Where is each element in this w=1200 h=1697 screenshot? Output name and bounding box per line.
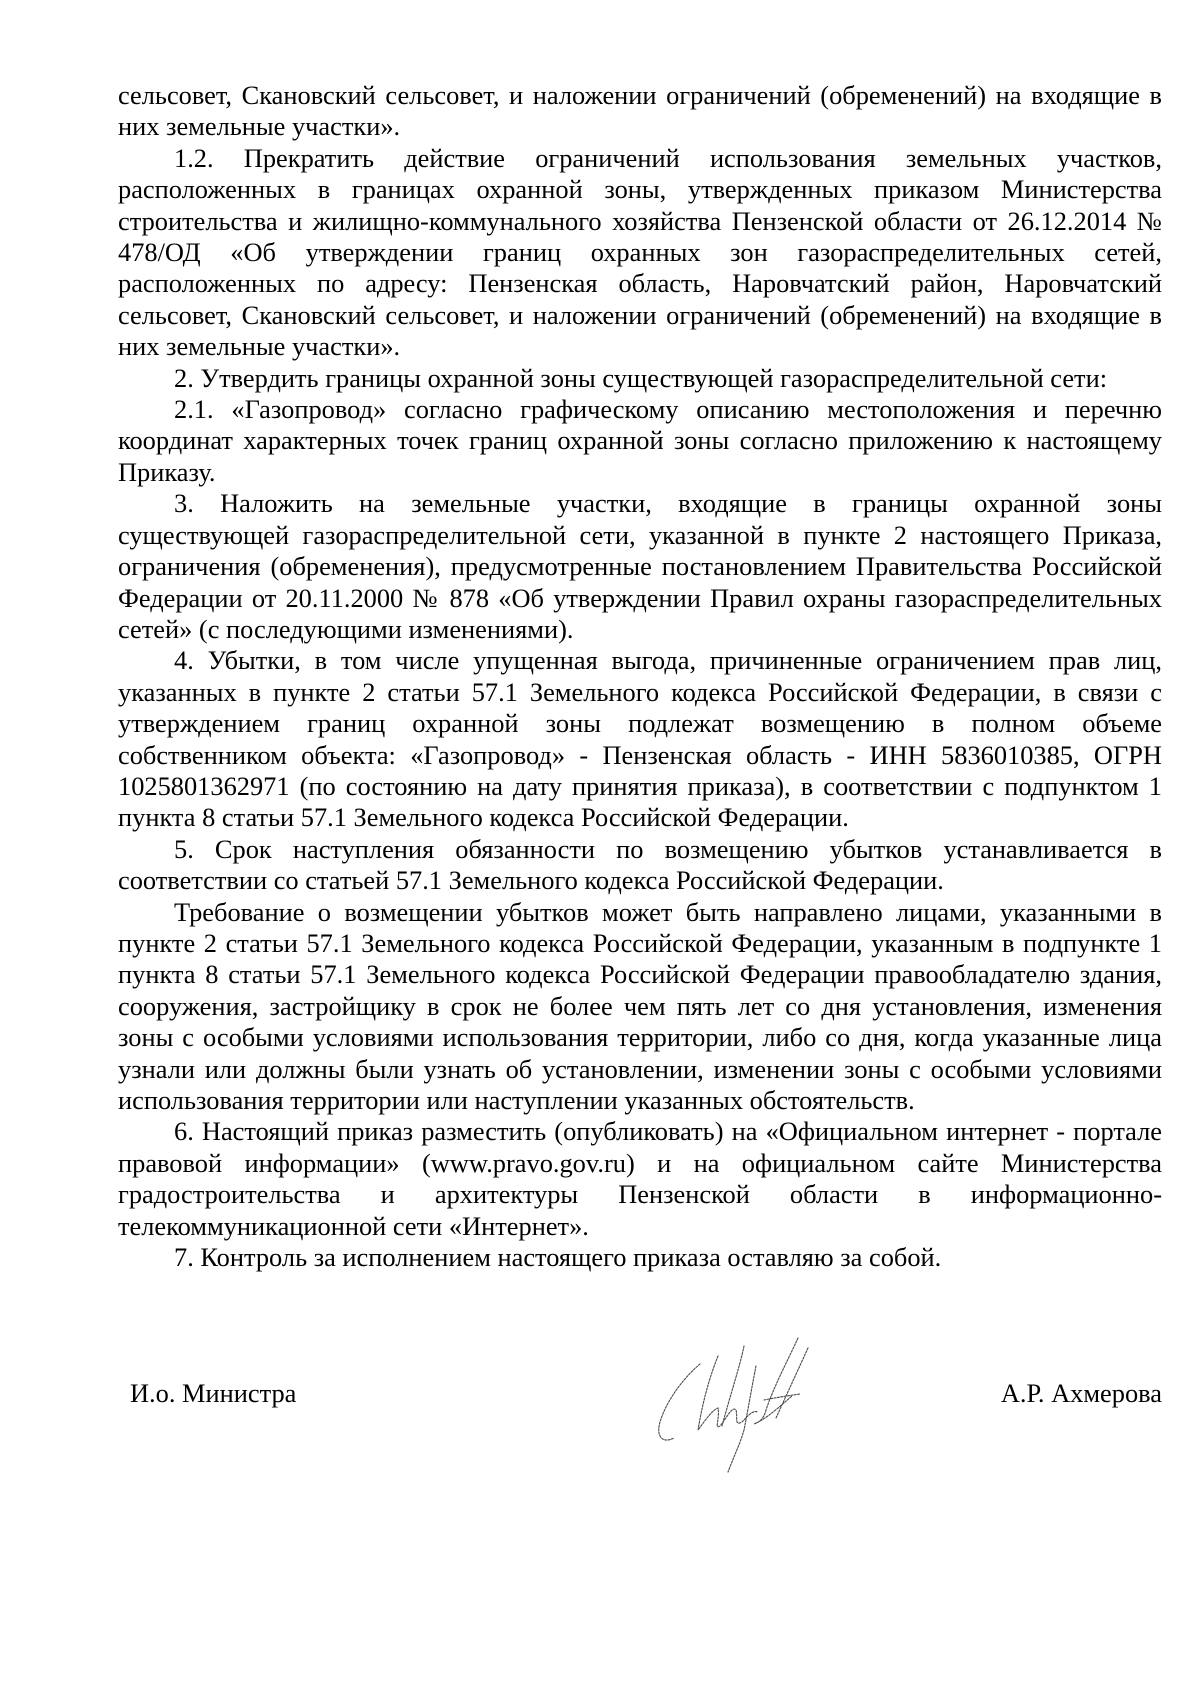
paragraph: 2. Утвердить границы охранной зоны существующей газораспределительной сети: <box>174 362 1108 393</box>
handwritten-signature-icon <box>648 1326 838 1476</box>
paragraph: сельсовет, Скановский сельсовет, и наложении ограничений (обременений) на входящие в них земельные участки». <box>118 80 1162 142</box>
paragraph: Требование о возмещении убытков может быть направлено лицами, указанными в пункте 2 статьи 57.1 Земельного кодекса Российской Федерации, указанным в подпункте 1 пункта 8 статьи 57.1 Земельного кодекса Российской Федерации правообладателю здания, сооружения, застройщику в срок не более чем пять лет со дня установления, изменения зоны с особыми условиями использования территории, либо со дня, когда указанные лица узнали или должны были узнать об установлении, изменении зоны с особыми условиями использования территории или наступлении указанных обстоятельств. <box>118 896 1162 1115</box>
signatory-position: И.о. Министра <box>130 1378 297 1408</box>
paragraph: 6. Настоящий приказ разместить (опубликовать) на «Официальном интернет - портале правовой информации» (www.pravo.gov.ru) и на официальном сайте Министерства градостроительства и архитектуры Пензенской области в информационно-телекоммуникационной сети «Интернет». <box>118 1116 1162 1241</box>
paragraph: 4. Убытки, в том числе упущенная выгода, причиненные ограничением прав лиц, указанных в пункте 2 статьи 57.1 Земельного кодекса Российской Федерации, в связи с утверждением границ охранной зоны подлежат возмещению в полном объеме собственником объекта: «Газопровод» - Пензенская область - ИНН 5836010385, ОГРН 1025801362971 (по состоянию на дату принятия приказа), в соответствии с подпунктом 1 пункта 8 статьи 57.1 Земельного кодекса Российской Федерации. <box>118 645 1162 833</box>
paragraph: 3. Наложить на земельные участки, входящие в границы охранной зоны существующей газораспределительной сети, указанной в пункте 2 настоящего Приказа, ограничения (обременения), предусмотренные постановлением Правительства Российской Федерации от 20.11.2000 № 878 «Об утверждении Правил охраны газораспределительных сетей» (с последующими изменениями). <box>118 488 1162 644</box>
paragraph: 7. Контроль за исполнением настоящего приказа оставляю за собой. <box>174 1242 942 1273</box>
signature-block <box>118 1378 1162 1418</box>
signatory-name: А.Р. Ахмерова <box>1000 1378 1162 1408</box>
document-body <box>118 80 1162 1273</box>
paragraph: 2.1. «Газопровод» согласно графическому описанию местоположения и перечню координат характерных точек границ охранной зоны согласно приложению к настоящему Приказу. <box>118 394 1162 487</box>
paragraph: 1.2. Прекратить действие ограничений использования земельных участков, расположенных в границах охранной зоны, утвержденных приказом Министерства строительства и жилищно-коммунального хозяйства Пензенской области от 26.12.2014 № 478/ОД «Об утверждении границ охранных зон газораспределительных сетей, расположенных по адресу: Пензенская область, Наровчатский район, Наровчатский сельсовет, Скановский сельсовет, и наложении ограничений (обременений) на входящие в них земельные участки». <box>118 142 1162 362</box>
paragraph: 5. Срок наступления обязанности по возмещению убытков устанавливается в соответствии со статьей 57.1 Земельного кодекса Российской Федерации. <box>118 833 1162 896</box>
